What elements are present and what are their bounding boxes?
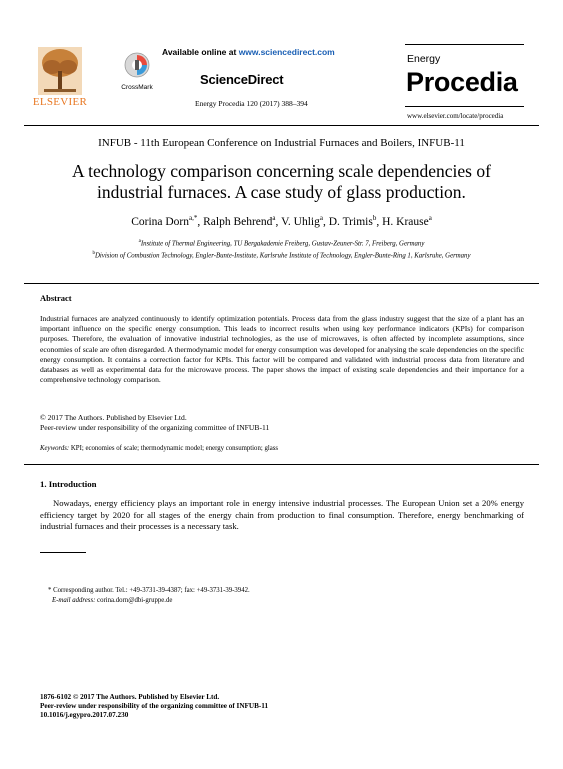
journal-reference: Energy Procedia 120 (2017) 388–394 — [195, 99, 308, 108]
journal-logo-top: Energy — [407, 53, 441, 65]
doi[interactable]: 10.1016/j.egypro.2017.07.230 — [40, 711, 129, 719]
author-name: H. Krause — [382, 215, 429, 228]
affiliation — [0, 239, 563, 247]
abstract-heading: Abstract — [40, 293, 72, 303]
abstract-body: Industrial furnaces are analyzed continuously to identify optimization potentials. Process data from the glass industry suggest that the size of a plant has an important influence on the specific energy consumption. This leads to incorrect results when using key performance indicators (KPIs) for comparison purposes. Therefore, the evaluation of innovative industrial technologies, as the use of microwaves, is often affected by incomplete assumptions, since economies of scale are often disregarded. A thermodynamic model for energy consumption was developed for analysing the scale dependencies on the specific energy consumption. It contains a correction factor for KPIs. This factor will be compared and validated with industrial process data from literature and databases as well as experimental data for the microwave process. The paper shows the impact of existing scale dependencies and their importance for a comprehensive technology comparison. — [40, 314, 524, 385]
affiliation — [0, 251, 563, 259]
email-address[interactable]: corina.dorn@dbi-gruppe.de — [95, 597, 173, 604]
author-name: Ralph Behrend — [203, 215, 273, 228]
crossmark-label: CrossMark — [121, 84, 153, 91]
journal-logo-main: Procedia — [406, 67, 518, 97]
author-affil-mark: a — [319, 214, 323, 222]
copyright-line: © 2017 The Authors. Published by Elsevier Ltd. — [40, 413, 187, 422]
crossmark-badge[interactable] — [119, 52, 155, 96]
email-label: E-mail address: — [52, 597, 96, 604]
journal-logo — [405, 44, 524, 107]
affiliation-text: Division of Combustion Technology, Engler-Bunte-Institute, Karlsruhe Institute of Technology, Engler-Bunte-Ring 1, Karlsruhe, Germany — [95, 252, 471, 260]
affiliation-text: Institute of Thermal Engineering, TU Bergakademie Freiberg, Gustav-Zeuner-Str. 7, Freiberg, Germany — [140, 240, 425, 248]
affiliation-mark: a — [138, 239, 141, 244]
author-affil-mark: a — [272, 214, 276, 222]
header-rule — [24, 125, 539, 126]
crossmark-icon — [124, 52, 150, 78]
footnote-rule — [40, 552, 86, 553]
keywords — [40, 445, 278, 452]
available-online-prefix: Available online at — [162, 47, 239, 57]
abstract-top-rule — [24, 283, 539, 284]
author-name: D. Trimis — [328, 215, 373, 228]
footnote-corresponding: * Corresponding author. Tel.: +49-3731-39-4387; fax: +49-3731-39-3942. — [48, 587, 250, 594]
sciencedirect-link[interactable]: www.sciencedirect.com — [238, 47, 335, 57]
keywords-list: KPI; economies of scale; thermodynamic model; energy consumption; glass — [69, 445, 279, 452]
abstract-bottom-rule — [24, 464, 539, 465]
article-title-line-1: A technology comparison concerning scale dependencies of — [72, 161, 491, 181]
article-title — [40, 161, 523, 203]
platform-name: ScienceDirect — [200, 72, 284, 87]
affiliation-mark: b — [92, 251, 95, 256]
footer-peer-review: Peer-review under responsibility of the organizing committee of INFUB-11 — [40, 702, 269, 710]
author-affil-mark: a — [428, 214, 432, 222]
section-heading: 1. Introduction — [40, 479, 97, 489]
issn-line: 1876-6102 © 2017 The Authors. Published by Elsevier Ltd. — [40, 693, 220, 701]
author-affil-mark: a,* — [189, 214, 198, 222]
available-online — [162, 47, 335, 57]
article-title-line-2: industrial furnaces. A case study of glass production. — [97, 182, 466, 202]
peer-review-line: Peer-review under responsibility of the organizing committee of INFUB-11 — [40, 423, 270, 433]
keywords-label: Keywords: — [40, 445, 70, 452]
author-list: Corina Dorn$^{a,*}$, Ralph Behrend$^a$, V. Uhlig$^a$, D. Trimis$^b$, H. Krause$^a$ — [131, 214, 432, 228]
author-name: Corina Dorn — [131, 215, 189, 228]
author-name: V. Uhlig — [281, 215, 320, 228]
author-affil-mark: b — [372, 214, 377, 222]
publisher-name: ELSEVIER — [32, 96, 88, 108]
copyright-block — [40, 413, 269, 433]
journal-url[interactable]: www.elsevier.com/locate/procedia — [407, 112, 504, 120]
section-body: Nowadays, energy efficiency plays an important role in energy intensive industrial processes. The European Union set a 20% energy efficiency target by 2020 for all stages of the energy chain from production to final consumption. Therefore, energy benchmarking of industrial furnaces and their processes is a necessary task. — [40, 498, 524, 532]
footnote-email — [52, 596, 172, 605]
conference-name: INFUB - 11th European Conference on Industrial Furnaces and Boilers, INFUB-11 — [98, 137, 465, 149]
copyright-footer — [40, 693, 268, 720]
